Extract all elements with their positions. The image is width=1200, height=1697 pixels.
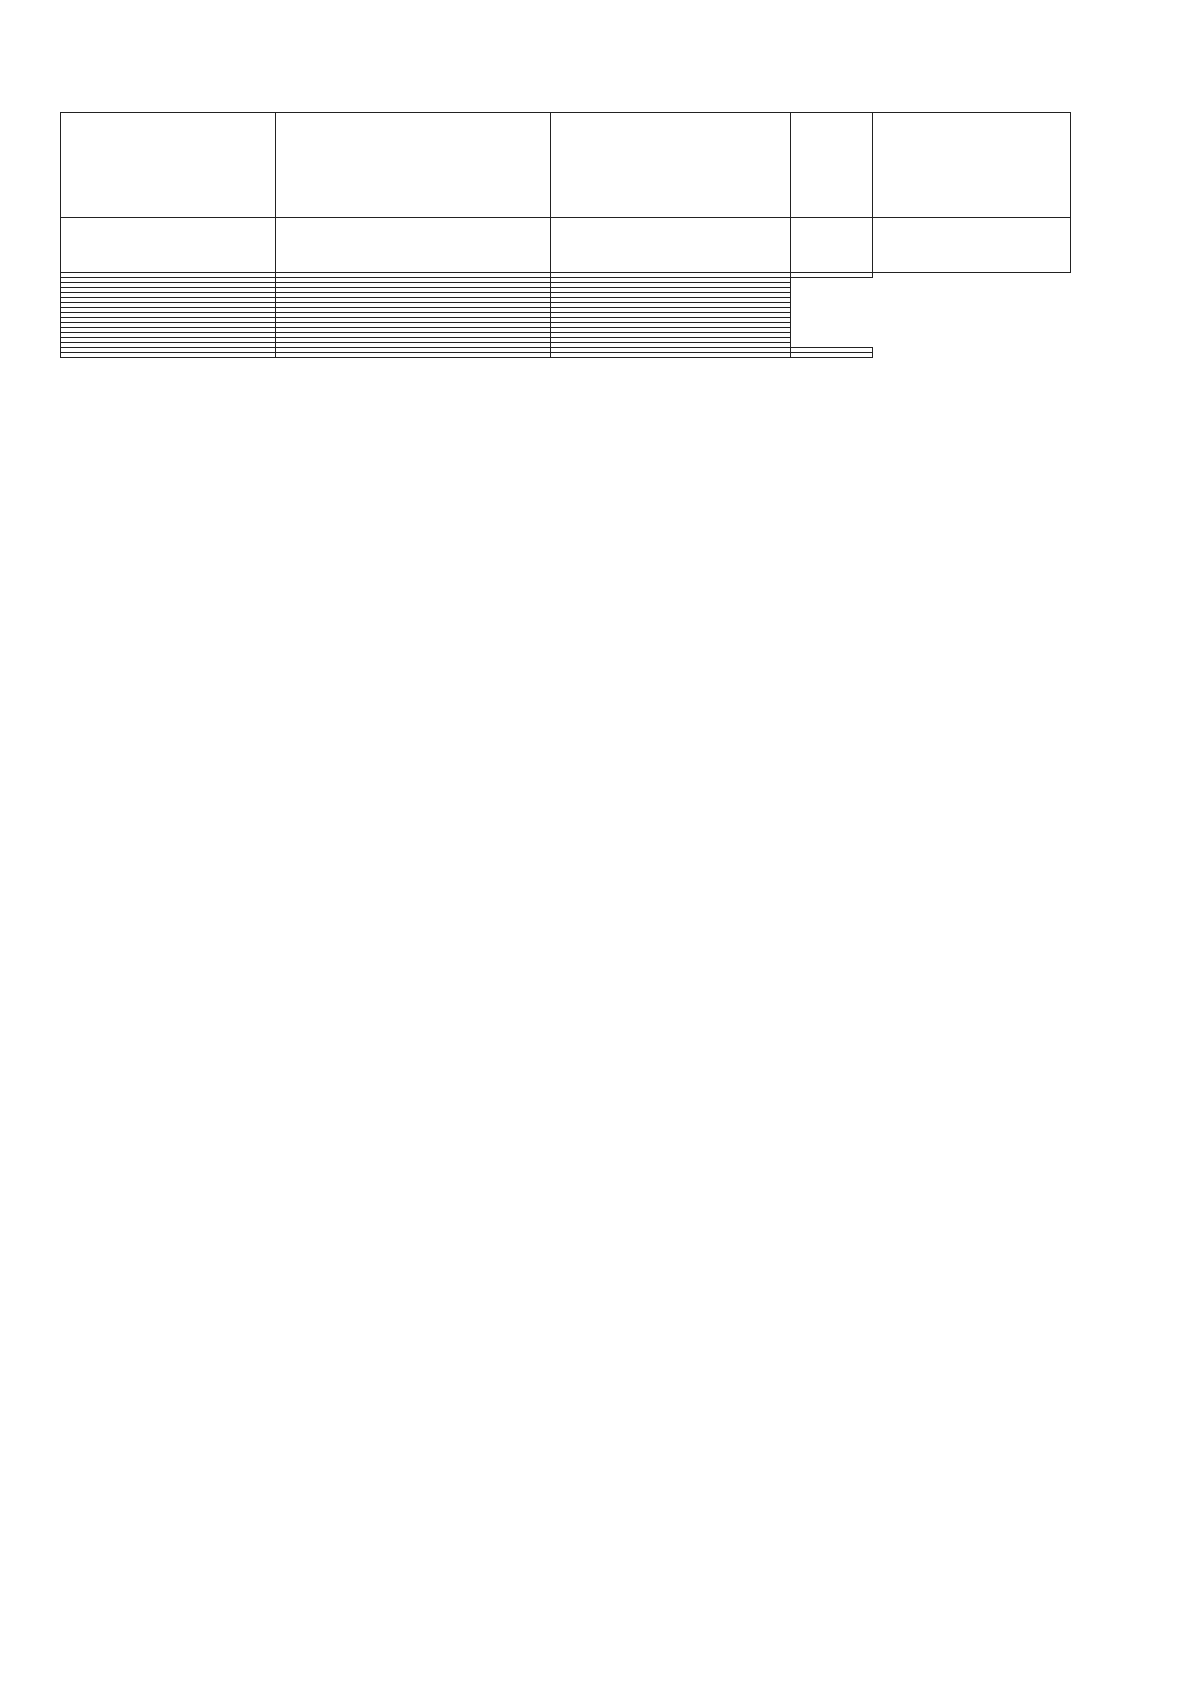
header-row — [61, 113, 1071, 218]
header-basis — [873, 113, 1071, 218]
header-forestry — [276, 113, 551, 218]
carry-over-row — [61, 218, 1071, 273]
empty-cell — [791, 218, 873, 273]
table-body — [61, 218, 1071, 358]
forest-purpose-table — [60, 112, 1071, 358]
basis-cell — [873, 218, 1071, 273]
header-area — [791, 113, 873, 218]
empty-cell — [551, 218, 791, 273]
carry-over-purpose — [61, 218, 276, 273]
empty-cell — [276, 218, 551, 273]
erosion-forests-label — [61, 353, 276, 358]
empty-cell — [551, 353, 791, 358]
header-purpose — [61, 113, 276, 218]
erosion-total-row — [61, 353, 1071, 358]
valuable-total-value — [791, 273, 873, 278]
header-quarters — [551, 113, 791, 218]
erosion-total-value — [791, 353, 873, 358]
erosion-total-label — [276, 353, 551, 358]
